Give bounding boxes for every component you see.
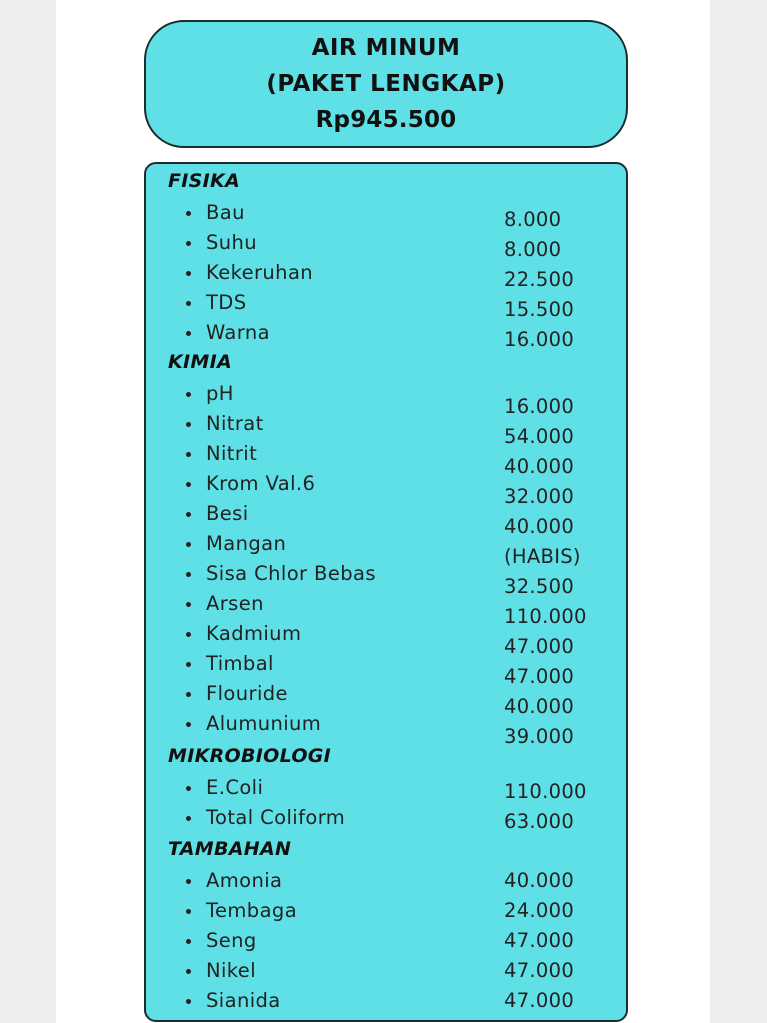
- list-item-name: Flouride: [206, 682, 288, 705]
- list-item-price: 32.000: [504, 485, 575, 508]
- package-title: AIR MINUM: [311, 35, 461, 61]
- list-item-name: Krom Val.6: [206, 472, 316, 495]
- package-header: [144, 20, 628, 148]
- list-item-price: (HABIS): [504, 545, 581, 568]
- list-item-name: Nitrat: [206, 412, 264, 435]
- list-item-name: Nikel: [206, 959, 257, 982]
- list-item-price: 54.000: [504, 425, 575, 448]
- list-item-price: 8.000: [504, 238, 562, 261]
- list-item-name: Seng: [206, 929, 257, 952]
- list-item-price: 110.000: [504, 605, 587, 628]
- list-item-name: Arsen: [206, 592, 264, 615]
- list-item-name: Kekeruhan: [206, 261, 314, 284]
- list-item-name: Mangan: [206, 532, 287, 555]
- list-item-price: 32.500: [504, 575, 575, 598]
- section-title-kimia: KIMIA: [168, 351, 232, 373]
- list-item-name: Suhu: [206, 231, 258, 254]
- list-item-name: Alumunium: [206, 712, 322, 735]
- list-item-price: 8.000: [504, 208, 562, 231]
- list-item-price: 24.000: [504, 899, 575, 922]
- list-item-name: pH: [206, 382, 234, 405]
- list-item-price: 47.000: [504, 929, 575, 952]
- list-item-price: 47.000: [504, 635, 575, 658]
- list-item-price: 40.000: [504, 515, 575, 538]
- list-item-price: 40.000: [504, 455, 575, 478]
- list-item-name: Kadmium: [206, 622, 302, 645]
- list-item-price: 63.000: [504, 810, 575, 833]
- section-title-tambahan: TAMBAHAN: [168, 838, 292, 860]
- section-title-fisika: FISIKA: [168, 170, 241, 192]
- list-item-price: 47.000: [504, 989, 575, 1012]
- price-list: [144, 162, 628, 1022]
- list-item-price: 40.000: [504, 869, 575, 892]
- list-item-price: 15.500: [504, 298, 575, 321]
- page: [56, 0, 710, 1023]
- list-item-name: Amonia: [206, 869, 283, 892]
- section-title-mikrobiologi: MIKROBIOLOGI: [168, 745, 332, 767]
- package-subtitle: (PAKET LENGKAP): [266, 71, 506, 97]
- list-item-price: 40.000: [504, 695, 575, 718]
- list-item-name: Timbal: [206, 652, 274, 675]
- list-item-name: Tembaga: [206, 899, 298, 922]
- list-item-name: Besi: [206, 502, 249, 525]
- list-item-price: 47.000: [504, 959, 575, 982]
- list-item-price: 47.000: [504, 665, 575, 688]
- list-item-name: Total Coliform: [206, 806, 346, 829]
- list-item-price: 39.000: [504, 725, 575, 748]
- package-price: Rp945.500: [315, 107, 457, 133]
- list-item-price: 110.000: [504, 780, 587, 803]
- list-item-name: Warna: [206, 321, 270, 344]
- list-item-name: Sianida: [206, 989, 281, 1012]
- list-item-price: 16.000: [504, 395, 575, 418]
- list-item-name: Sisa Chlor Bebas: [206, 562, 376, 585]
- list-item-name: E.Coli: [206, 776, 264, 799]
- list-item-name: TDS: [206, 291, 247, 314]
- list-item-price: 16.000: [504, 328, 575, 351]
- list-item-name: Nitrit: [206, 442, 258, 465]
- list-item-price: 22.500: [504, 268, 575, 291]
- list-item-name: Bau: [206, 201, 245, 224]
